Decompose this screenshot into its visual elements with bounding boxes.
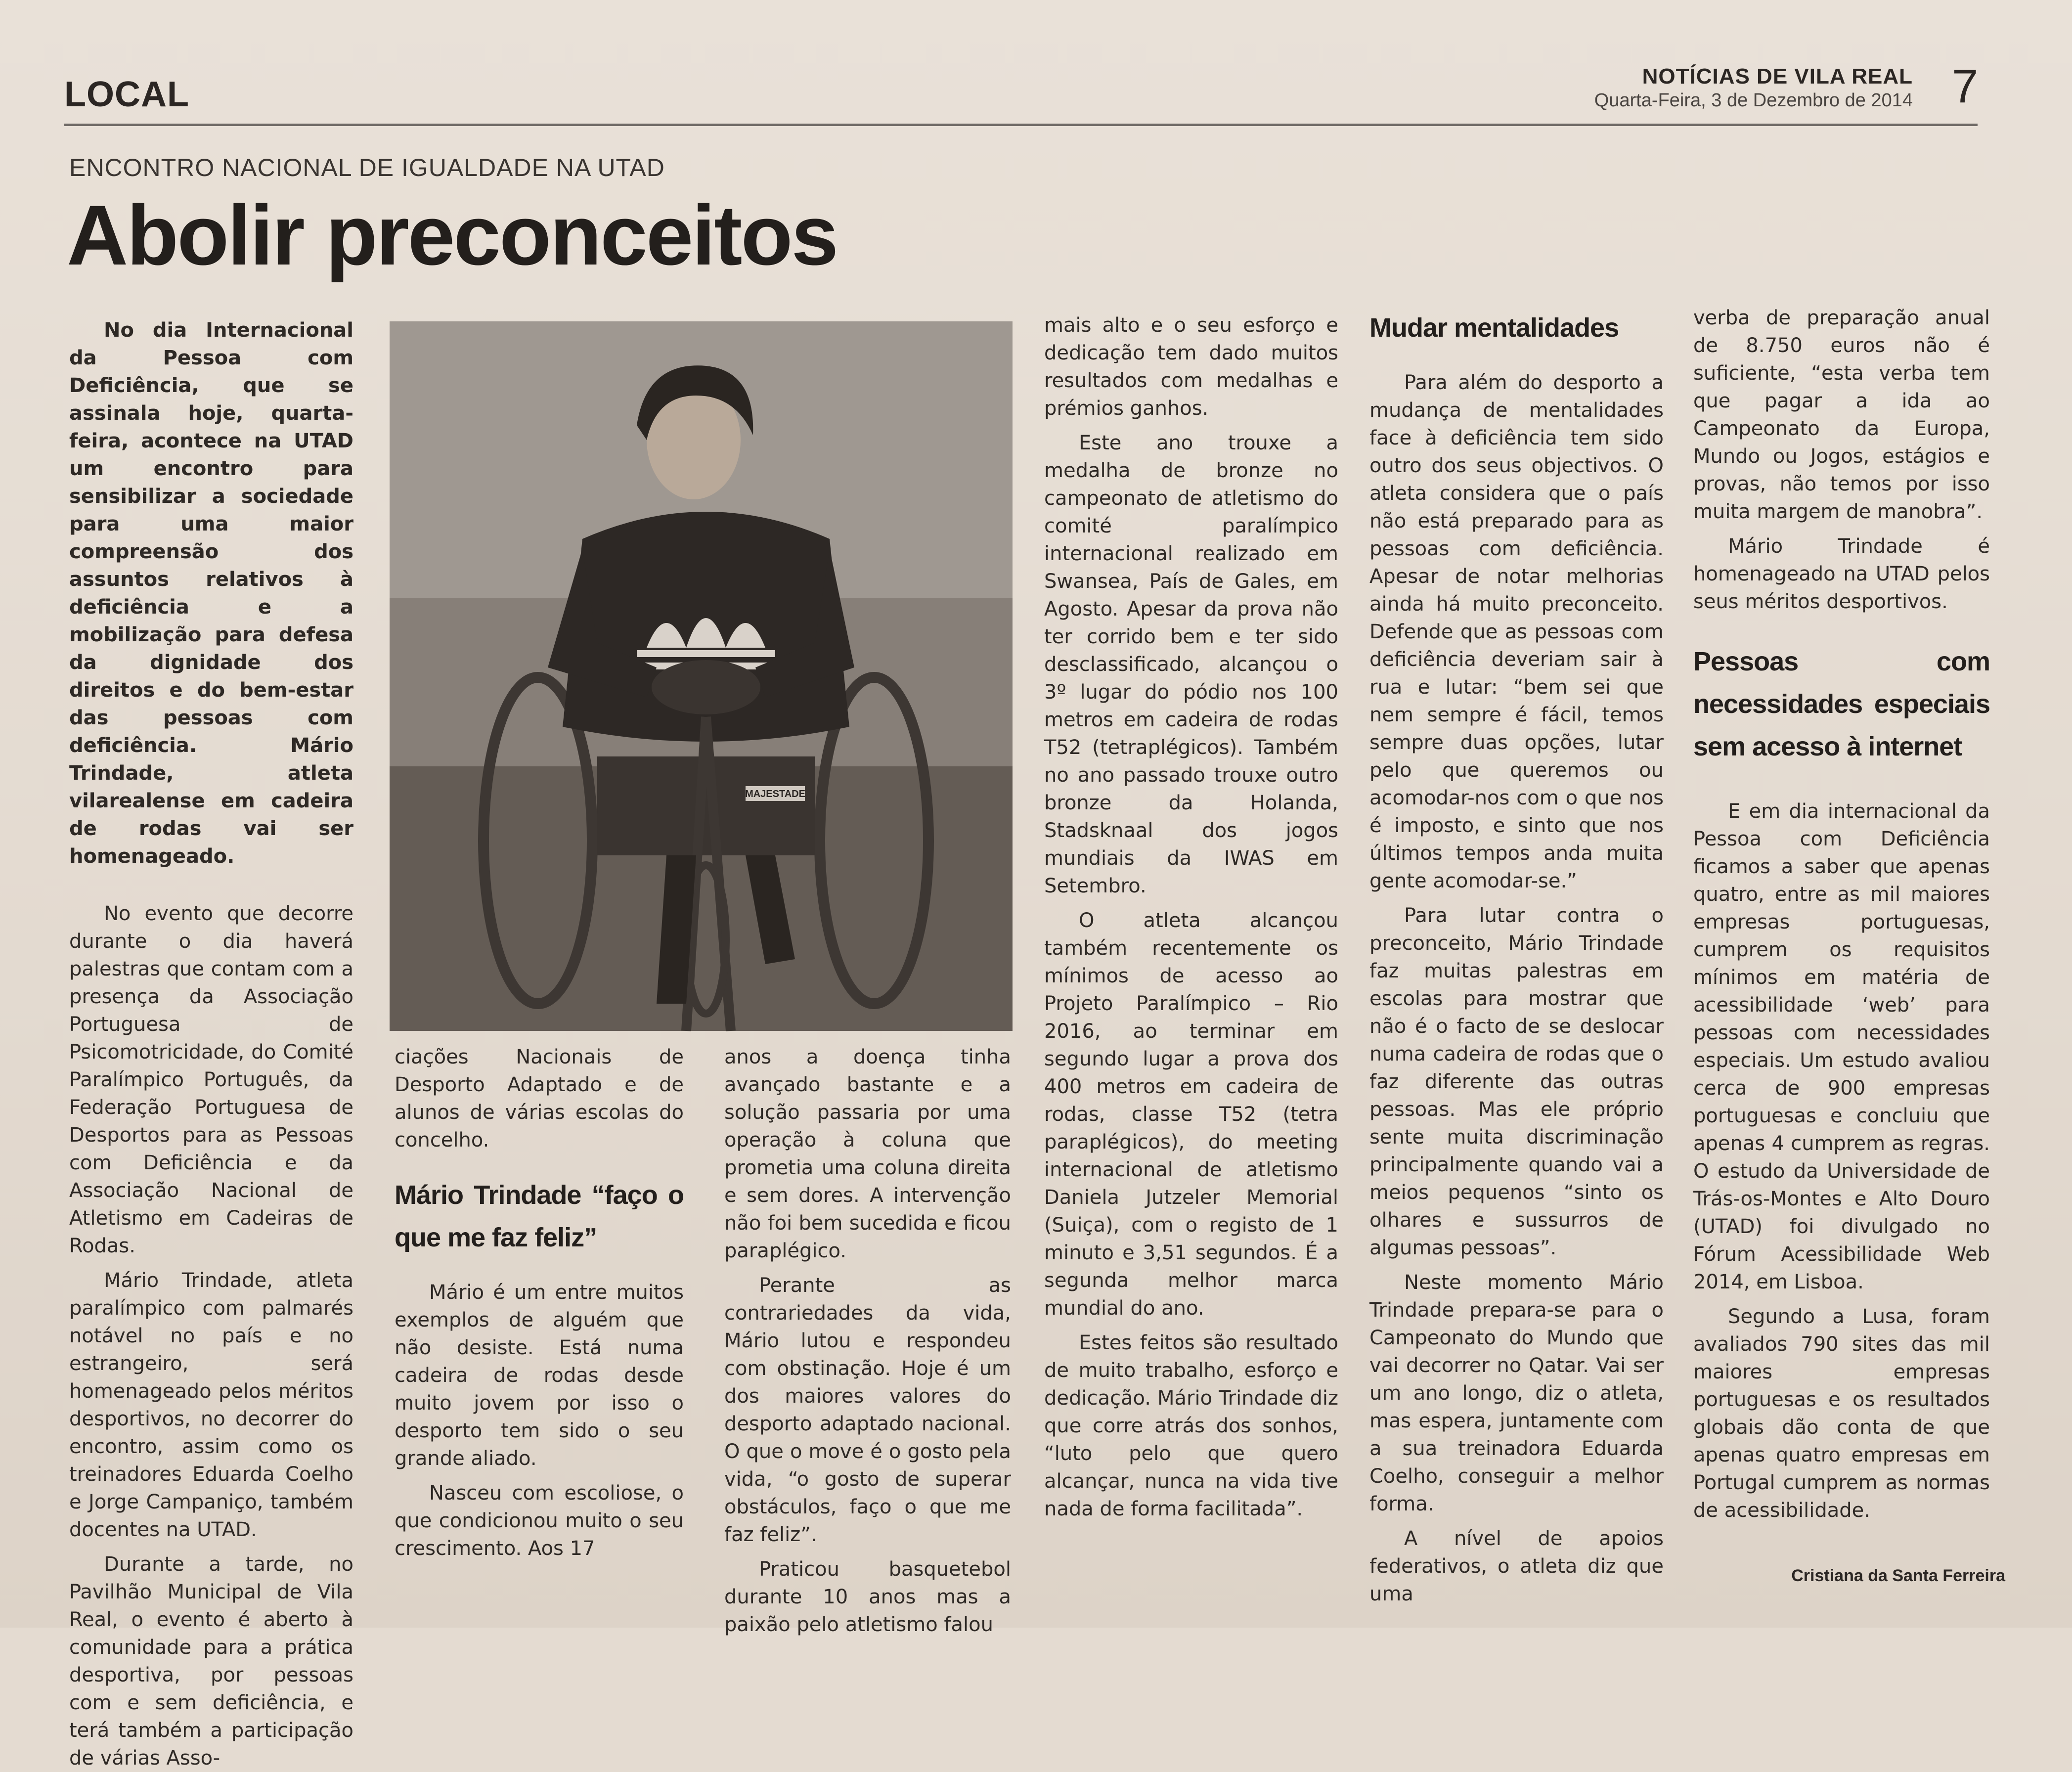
page-number: 7 — [1952, 60, 1979, 113]
section-label: LOCAL — [64, 75, 189, 114]
article-lead: No dia Internacional da Pessoa com Deficiência, que se assinala hoje, quarta-feira, acontece na UTAD um encontro para sensibilizar a sociedade para uma maior compreensão dos assuntos relativos à deficiência e a mobilização para defesa da dignidade dos direitos e do bem-estar das pessoas com deficiência. Mário Trindade, atleta vilarealense em cadeira de rodas vai ser homenageado. — [69, 319, 353, 868]
paragraph: Segundo a Lusa, foram avaliados 790 sites das mil maiores empresas portuguesas e os resultados globais dão conta de que apenas quatro empresas em Portugal cumprem as normas de acessibilidade. — [1693, 1305, 1990, 1522]
paragraph: verba de preparação anual de 8.750 euros não é suficiente, “esta verba tem que pagar a ida ao Campeonato da Europa, Mundo ou Jogos, estágios e provas, não temos por isso muita margem de manobra”. — [1693, 307, 1990, 523]
paragraph: Neste momento Mário Trindade prepara-se para o Campeonato do Mundo que vai decorrer no Qatar. Vai ser um ano longo, diz o atleta, mas espera, juntamente com a sua treinadora Eduarda Coelho, conseguir a melhor forma. — [1369, 1271, 1664, 1515]
article-headline: Abolir preconceitos — [67, 188, 838, 283]
paragraph: Durante a tarde, no Pavilhão Municipal de Vila Real, o evento é aberto à comunidade para a prática desportiva, por pessoas com e sem deficiência, e terá também a participação de várias Asso- — [69, 1553, 353, 1770]
article-kicker: ENCONTRO NACIONAL DE IGUALDADE NA UTAD — [69, 154, 665, 181]
header-rule — [64, 124, 1978, 126]
paragraph: A nível de apoios federativos, o atleta diz que uma — [1369, 1527, 1664, 1605]
newspaper-name: NOTÍCIAS DE VILA REAL — [1642, 64, 1913, 89]
paragraph: mais alto e o seu esforço e dedicação tem dado muitos resultados com medalhas e prémios ganhos. — [1044, 314, 1338, 420]
subheading-mario-trindade: Mário Trindade “faço o que me faz feliz” — [395, 1180, 684, 1252]
paragraph: Nasceu com escoliose, o que condicionou muito o seu crescimento. Aos 17 — [395, 1482, 684, 1560]
subheading-mudar-mentalidades: Mudar mentalidades — [1369, 313, 1619, 343]
column-1 — [69, 316, 353, 1770]
paragraph: Para além do desporto a mudança de mentalidades face à deficiência tem sido outro dos seus objectivos. O atleta considera que o país não está preparado para as pessoas com deficiência. Apesar de notar melhorias ainda há muito preconceito. Defende que as pessoas com deficiência deveriam sair à rua e lutar: “bem sei que nem sempre é fácil, temos sempre duas opções, lutar pelo que queremos ou acomodar-nos com o que nos é imposto, e sinto que nos últimos tempos anda muita gente acomodar-se.” — [1369, 371, 1664, 892]
paragraph: Estes feitos são resultado de muito trabalho, esforço e dedicação. Mário Trindade diz que corre atrás dos sonhos, “luto pelo que quero alcançar, nunca na vida tive nada de forma facilitada”. — [1044, 1331, 1338, 1520]
paragraph: Mário Trindade, atleta paralímpico com palmarés notável no país e no estrangeiro, será homenageado pelos méritos desportivos, no decorrer do encontro, assim como os treinadores Eduarda Coelho e Jorge Campaniço, também docentes na UTAD. — [69, 1269, 353, 1541]
paragraph: E em dia internacional da Pessoa com Deficiência ficamos a saber que apenas quatro, entre as mil maiores empresas portuguesas, cumprem os requisitos mínimos em matéria de acessibilidade ‘web’ para pessoas com necessidades especiais. Um estudo avaliou cerca de 900 empresas portuguesas e concluiu que apenas 4 cumprem as regras. O estudo da Universidade de Trás-os-Montes e Alto Douro (UTAD) foi divulgado no Fórum Acessibilidade Web 2014, em Lisboa. — [1693, 800, 1990, 1293]
paragraph: Praticou basquetebol durante 10 anos mas a paixão pelo atletismo falou — [724, 1558, 1011, 1636]
chair-brand-label: MAJESTADE — [745, 789, 805, 799]
athlete-photo — [390, 321, 1013, 1031]
paragraph: Mário é um entre muitos exemplos de alguém que não desiste. Está numa cadeira de rodas desde muito jovem por isso o desporto tem sido o seu grande aliado. — [395, 1281, 684, 1470]
paragraph: No evento que decorre durante o dia haverá palestras que contam com a presença da Associação Portuguesa de Psicomotricidade, do Comité Paralímpico Português, da Federação Portuguesa de Desportos para as Pessoas com Deficiência e da Associação Nacional de Atletismo em Cadeiras de Rodas. — [69, 902, 353, 1257]
paragraph: O atleta alcançou também recentemente os mínimos de acesso ao Projeto Paralímpico – Rio 2016, ao terminar em segundo lugar a prova dos 400 metros em cadeira de rodas, classe T52 (tetra paraplégicos), do meeting internacional de atletismo Daniela Jutzeler Memorial (Suiça), com o registo de 1 minuto e 3,51 segundos. É a segunda melhor marca mundial do ano. — [1044, 909, 1338, 1320]
paragraph: Mário Trindade é homenageado na UTAD pelos seus méritos desportivos. — [1693, 535, 1990, 613]
subheading-internet-access: Pessoas com necessidades especiais sem acesso à internet — [1693, 647, 1990, 761]
article-byline: Cristiana da Santa Ferreira — [1791, 1566, 2005, 1585]
column-2 — [395, 1043, 684, 1617]
athlete-wheelchair-illustration — [390, 321, 1013, 1031]
column-4 — [1044, 311, 1338, 1617]
issue-date: Quarta-Feira, 3 de Dezembro de 2014 — [1594, 90, 1913, 111]
paragraph: ciações Nacionais de Desporto Adaptado e de alunos de várias escolas do concelho. — [395, 1046, 684, 1152]
paragraph: anos a doença tinha avançado bastante e a solução passaria por uma operação à coluna que prometia uma coluna direita e sem dores. A intervenção não foi bem sucedida e ficou paraplégico. — [724, 1046, 1011, 1262]
paragraph: Para lutar contra o preconceito, Mário Trindade faz muitas palestras em escolas para mostrar que não é o facto de se deslocar numa cadeira de rodas que o faz diferente das outras pessoas. Mas ele próprio sente muita discriminação principalmente quando vai a meios pequenos “sinto os olhares e sussurros de algumas pessoas”. — [1369, 904, 1664, 1259]
column-5 — [1369, 307, 1664, 1617]
paragraph: Este ano trouxe a medalha de bronze no campeonato de atletismo do comité paralímpico internacional realizado em Swansea, País de Gales, em Agosto. Apesar da prova não ter corrido bem e ter sido desclassificado, alcançou o 3º lugar do pódio nos 100 metros em cadeira de rodas T52 (tetraplégicos). Também no ano passado trouxe outro bronze da Holanda, Stadsknaal dos jogos mundiais da IWAS em Setembro. — [1044, 432, 1338, 897]
column-3 — [724, 1043, 1011, 1636]
column-6 — [1693, 304, 1990, 1560]
paragraph: Perante as contrariedades da vida, Mário lutou e respondeu com obstinação. Hoje é um dos maiores valores do desporto adaptado nacional. O que o move é o gosto pela vida, “o gosto de superar obstáculos, faço o que me faz feliz”. — [724, 1274, 1011, 1546]
